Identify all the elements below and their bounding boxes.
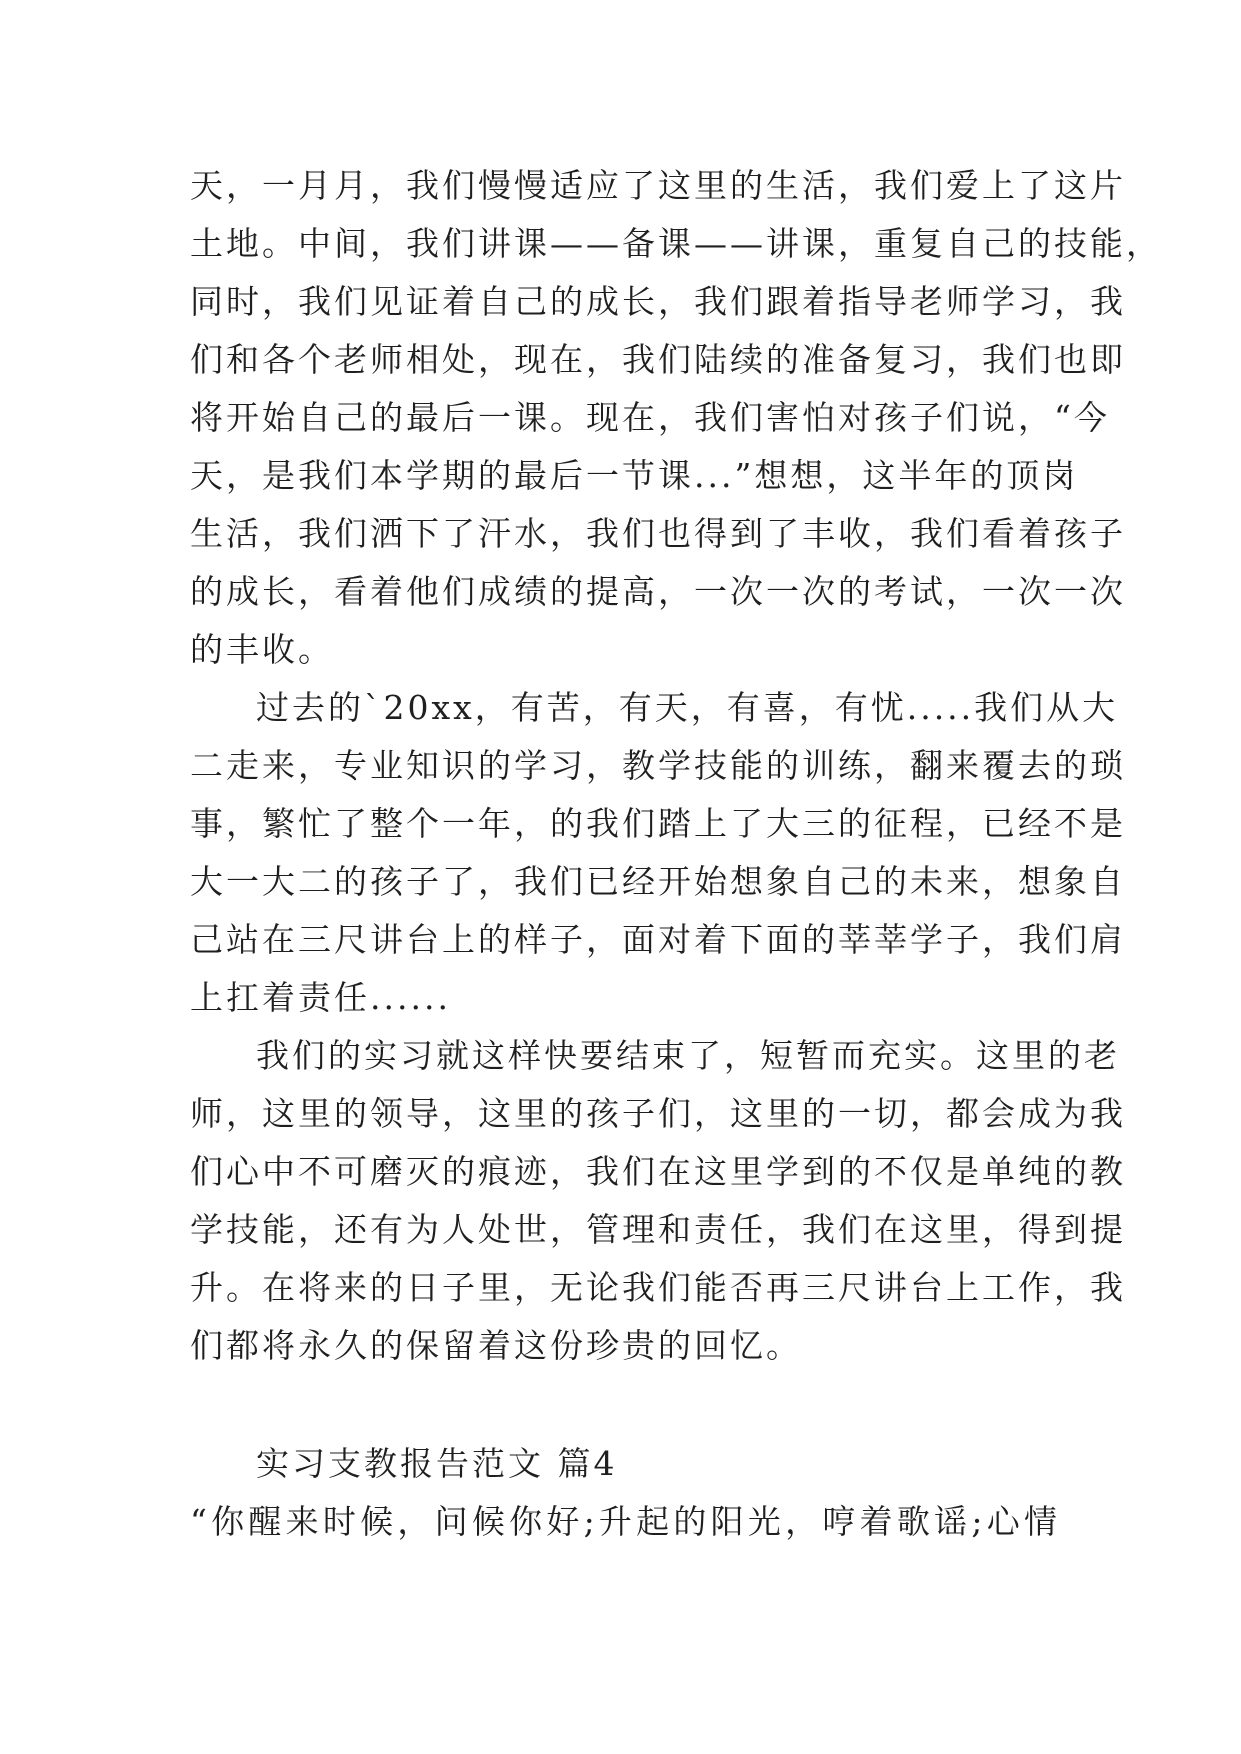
- text-line: 们心中不可磨灭的痕迹，我们在这里学到的不仅是单纯的教: [190, 1152, 1126, 1191]
- text-line: 土地。中间，我们讲课——备课——讲课，重复自己的技能，: [190, 224, 1162, 263]
- text-line: 将开始自己的最后一课。现在，我们害怕对孩子们说，“今: [190, 398, 1110, 437]
- text-line: 天，是我们本学期的最后一节课...”想想，这半年的顶岗: [190, 456, 1079, 495]
- document-body: [190, 157, 1162, 1551]
- paragraph-3: [190, 1027, 1126, 1375]
- text-line: 二走来，专业知识的学习，教学技能的训练，翻来覆去的琐: [190, 746, 1126, 785]
- section-spacer: [190, 1375, 1060, 1435]
- text-line: 事，繁忙了整个一年，的我们踏上了大三的征程，已经不是: [190, 804, 1126, 843]
- text-line: 学技能，还有为人处世，管理和责任，我们在这里，得到提: [190, 1210, 1126, 1249]
- text-line: 天，一月月，我们慢慢适应了这里的生活，我们爱上了这片: [190, 166, 1126, 205]
- text-line: 们和各个老师相处，现在，我们陆续的准备复习，我们也即: [190, 340, 1126, 379]
- paragraph-2: [190, 679, 1126, 1027]
- text-line: 的成长，看着他们成绩的提高，一次一次的考试，一次一次: [190, 572, 1126, 611]
- paragraph-4: [190, 1493, 1060, 1551]
- text-line: 过去的`20xx，有苦，有天，有喜，有忧.....我们从大: [256, 688, 1119, 727]
- text-line: 己站在三尺讲台上的样子，面对着下面的莘莘学子，我们肩: [190, 920, 1126, 959]
- text-line: 上扛着责任......: [190, 978, 451, 1017]
- text-line: 们都将永久的保留着这份珍贵的回忆。: [190, 1326, 802, 1365]
- text-line: 生活，我们洒下了汗水，我们也得到了丰收，我们看着孩子: [190, 514, 1126, 553]
- section-heading: 实习支教报告范文 篇4: [256, 1444, 618, 1483]
- paragraph-1: [190, 157, 1162, 679]
- text-line: 同时，我们见证着自己的成长，我们跟着指导老师学习，我: [190, 282, 1126, 321]
- text-line: 师，这里的领导，这里的孩子们，这里的一切，都会成为我: [190, 1094, 1126, 1133]
- text-line: “你醒来时候，问候你好;升起的阳光，哼着歌谣;心情: [190, 1502, 1060, 1541]
- text-line: 大一大二的孩子了，我们已经开始想象自己的未来，想象自: [190, 862, 1126, 901]
- text-line: 我们的实习就这样快要结束了，短暂而充实。这里的老: [256, 1036, 1120, 1075]
- text-line: 升。在将来的日子里，无论我们能否再三尺讲台上工作，我: [190, 1268, 1126, 1307]
- text-line: 的丰收。: [190, 630, 334, 669]
